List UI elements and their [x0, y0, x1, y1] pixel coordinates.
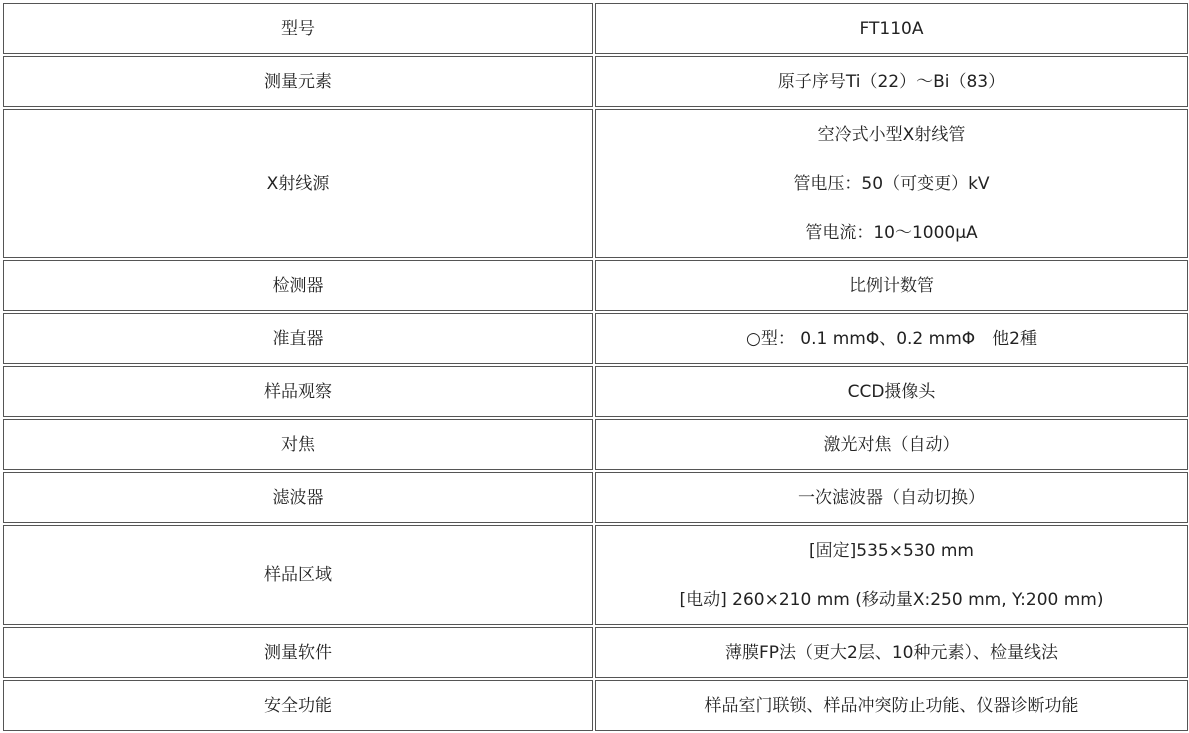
- spec-label: 滤波器: [3, 472, 593, 523]
- spec-value: [595, 419, 1188, 470]
- spec-value: [595, 56, 1188, 107]
- spec-value-line: 管电压：50（可变更）kV: [793, 173, 990, 194]
- spec-value-line: [固定]535×530 mm: [809, 540, 974, 561]
- spec-label: 测量元素: [3, 56, 593, 107]
- table-row: [3, 313, 1188, 364]
- spec-label: X射线源: [3, 109, 593, 258]
- spec-value: [595, 680, 1188, 731]
- table-row: [3, 3, 1188, 54]
- spec-value: [595, 472, 1188, 523]
- spec-value: [595, 109, 1188, 258]
- table-row: [3, 419, 1188, 470]
- table-row: [3, 366, 1188, 417]
- table-row: [3, 56, 1188, 107]
- spec-label: 型号: [3, 3, 593, 54]
- spec-value: [595, 525, 1188, 625]
- spec-value: [595, 627, 1188, 678]
- spec-value-line: CCD摄像头: [847, 381, 936, 402]
- spec-value: [595, 366, 1188, 417]
- spec-value-line: 原子序号Ti（22）～Bi（83）: [777, 71, 1006, 92]
- table-row: [3, 109, 1188, 258]
- spec-value-line: 空冷式小型X射线管: [817, 124, 966, 145]
- table-row: [3, 472, 1188, 523]
- table-row: [3, 627, 1188, 678]
- spec-value-line: 比例计数管: [849, 275, 934, 296]
- spec-value-line: 管电流：10～1000μA: [805, 222, 978, 243]
- spec-value: [595, 313, 1188, 364]
- spec-label: 对焦: [3, 419, 593, 470]
- spec-value-line: ○型： 0.1 mmΦ、0.2 mmΦ 他2種: [746, 328, 1037, 349]
- spec-label: 准直器: [3, 313, 593, 364]
- spec-label: 样品观察: [3, 366, 593, 417]
- spec-value: [595, 3, 1188, 54]
- table-row: [3, 525, 1188, 625]
- spec-value-line: 样品室门联锁、样品冲突防止功能、仪器诊断功能: [704, 695, 1079, 716]
- spec-value-line: FT110A: [859, 18, 924, 39]
- spec-value-line: [电动] 260×210 mm (移动量X:250 mm, Y:200 mm): [679, 589, 1104, 610]
- spec-table: [1, 1, 1189, 733]
- table-row: [3, 680, 1188, 731]
- spec-label: 检测器: [3, 260, 593, 311]
- spec-label: 测量软件: [3, 627, 593, 678]
- spec-value: [595, 260, 1188, 311]
- spec-label: 安全功能: [3, 680, 593, 731]
- spec-value-line: 一次滤波器（自动切换）: [798, 487, 985, 508]
- table-row: [3, 260, 1188, 311]
- spec-value-line: 薄膜FP法（更大2层、10种元素）、检量线法: [725, 642, 1058, 663]
- spec-label: 样品区域: [3, 525, 593, 625]
- spec-value-line: 激光对焦（自动）: [823, 434, 960, 455]
